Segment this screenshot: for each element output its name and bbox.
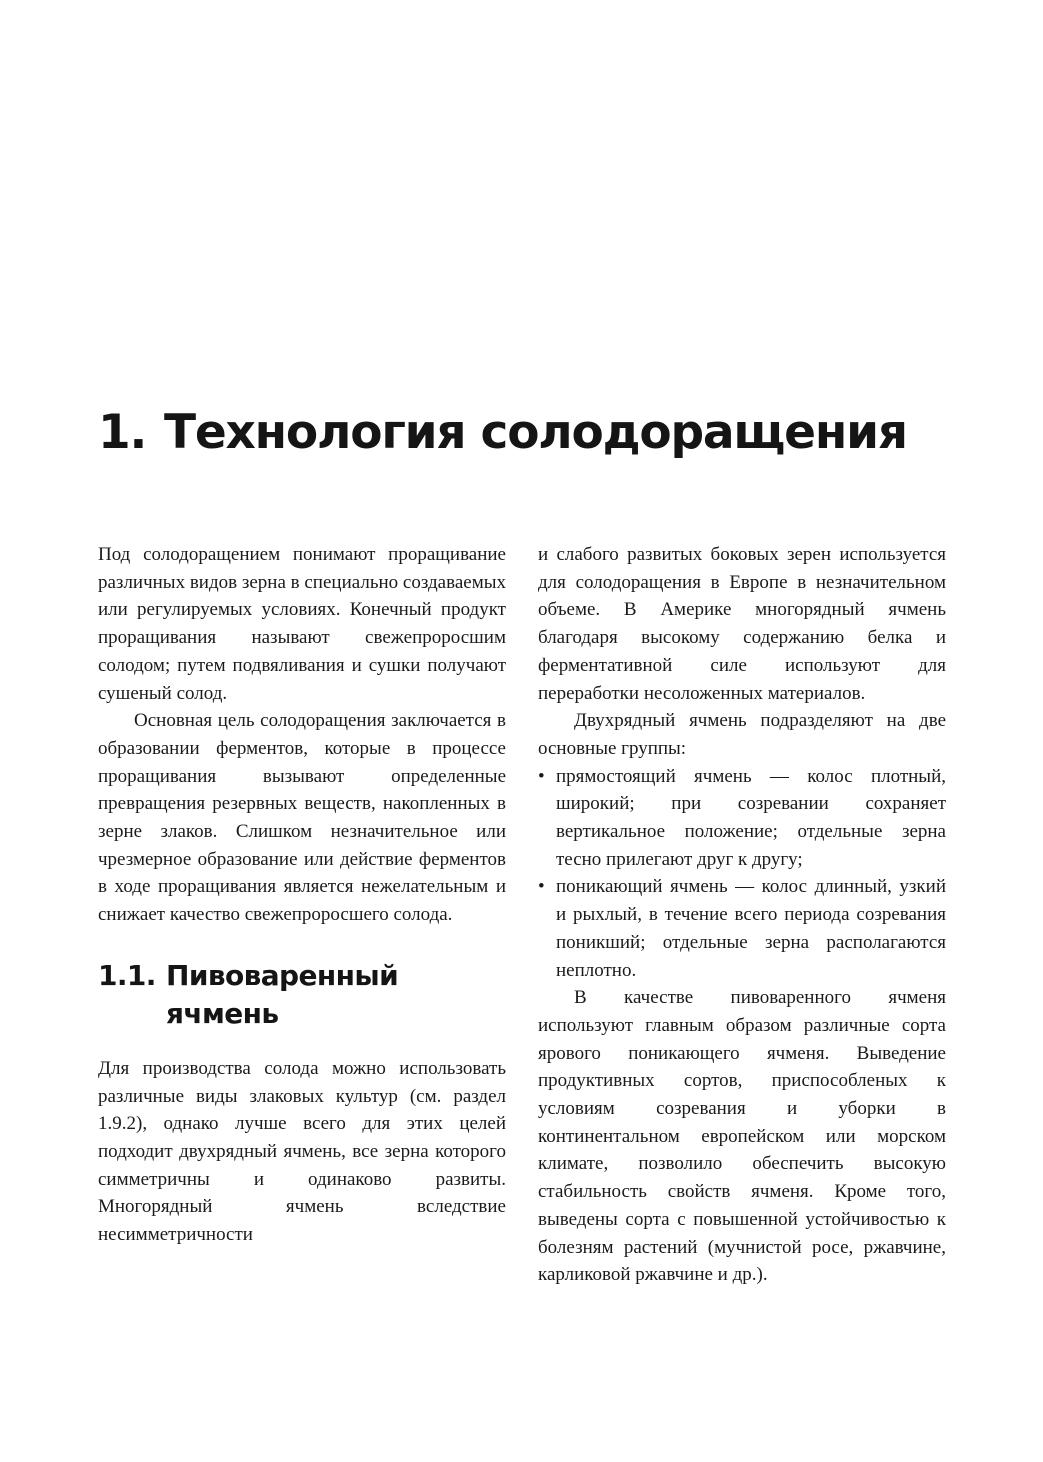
paragraph: В качестве пивоваренного ячменя используют главным образом различные сорта ярового поникающего ячменя. Выведение продуктивных сортов, приспособленых к условиям созревания и уборки в континентальном европейском или морском климате, позволило обеспечить высокую стабильность свойств ячменя. Кроме того, выведены сорта с повышенной устойчивостью к болезням растений (мучнистой росе, ржавчине, карликовой ржавчине и др.).: [538, 987, 946, 1286]
bullet-mark: •: [538, 765, 545, 787]
right-column: [538, 541, 946, 1289]
bullet-list: [538, 763, 946, 985]
list-item: [538, 763, 946, 874]
bullet-mark: •: [538, 876, 545, 898]
paragraph: Двухрядный ячмень подразделяют на две основные группы:: [538, 710, 946, 759]
list-item: [538, 873, 946, 984]
left-column: [98, 541, 506, 1249]
section-title-text: Пивоваренный ячмень: [166, 958, 399, 1030]
chapter-title: [98, 398, 907, 468]
list-item-text: поникающий ячмень — колос длинный, узкий и рыхлый, в течение всего периода созревания поникший; отдельные зерна располагаются неплотно.: [556, 876, 946, 981]
chapter-title-text: Технология солодоращения: [164, 405, 907, 460]
section-number: 1.1.: [98, 958, 156, 992]
paragraph: Под солодоращением понимают проращивание различных видов зерна в специально создаваемых или регулируемых условиях. Конечный продукт проращивания называют свежепроросшим солодом; путем подвяливания и сушки получают сушеный солод.: [98, 544, 506, 704]
paragraph: и слабого развитых боковых зерен используется для солодоращения в Европе в незначительном объеме. В Америке многорядный ячмень благодаря высокому содержанию белка и ферментативной силе используют для переработки несоложенных материалов.: [538, 544, 946, 704]
paragraph: Основная цель солодоращения заключается в образовании ферментов, которые в процессе проращивания вызывают определенные превращения резервных веществ, накопленных в зерне злаков. Слишком незначительное или чрезмерное образование или действие ферментов в ходе проращивания является нежелательным и снижает качество свежепроросшего солода.: [98, 710, 506, 926]
list-item-text: прямостоящий ячмень — колос плотный, широкий; при созревании сохраняет вертикальное положение; отдельные зерна тесно прилегают друг к другу;: [556, 765, 946, 870]
chapter-number: 1.: [98, 405, 147, 460]
section-title: [98, 957, 506, 1033]
paragraph: Для производства солода можно использовать различные виды злаковых культур (см. раздел 1.9.2), однако лучше всего для этих целей подходит двухрядный ячмень, все зерна которого симметричны и одинаково развиты. Многорядный ячмень вследствие несимметричности: [98, 1057, 506, 1246]
